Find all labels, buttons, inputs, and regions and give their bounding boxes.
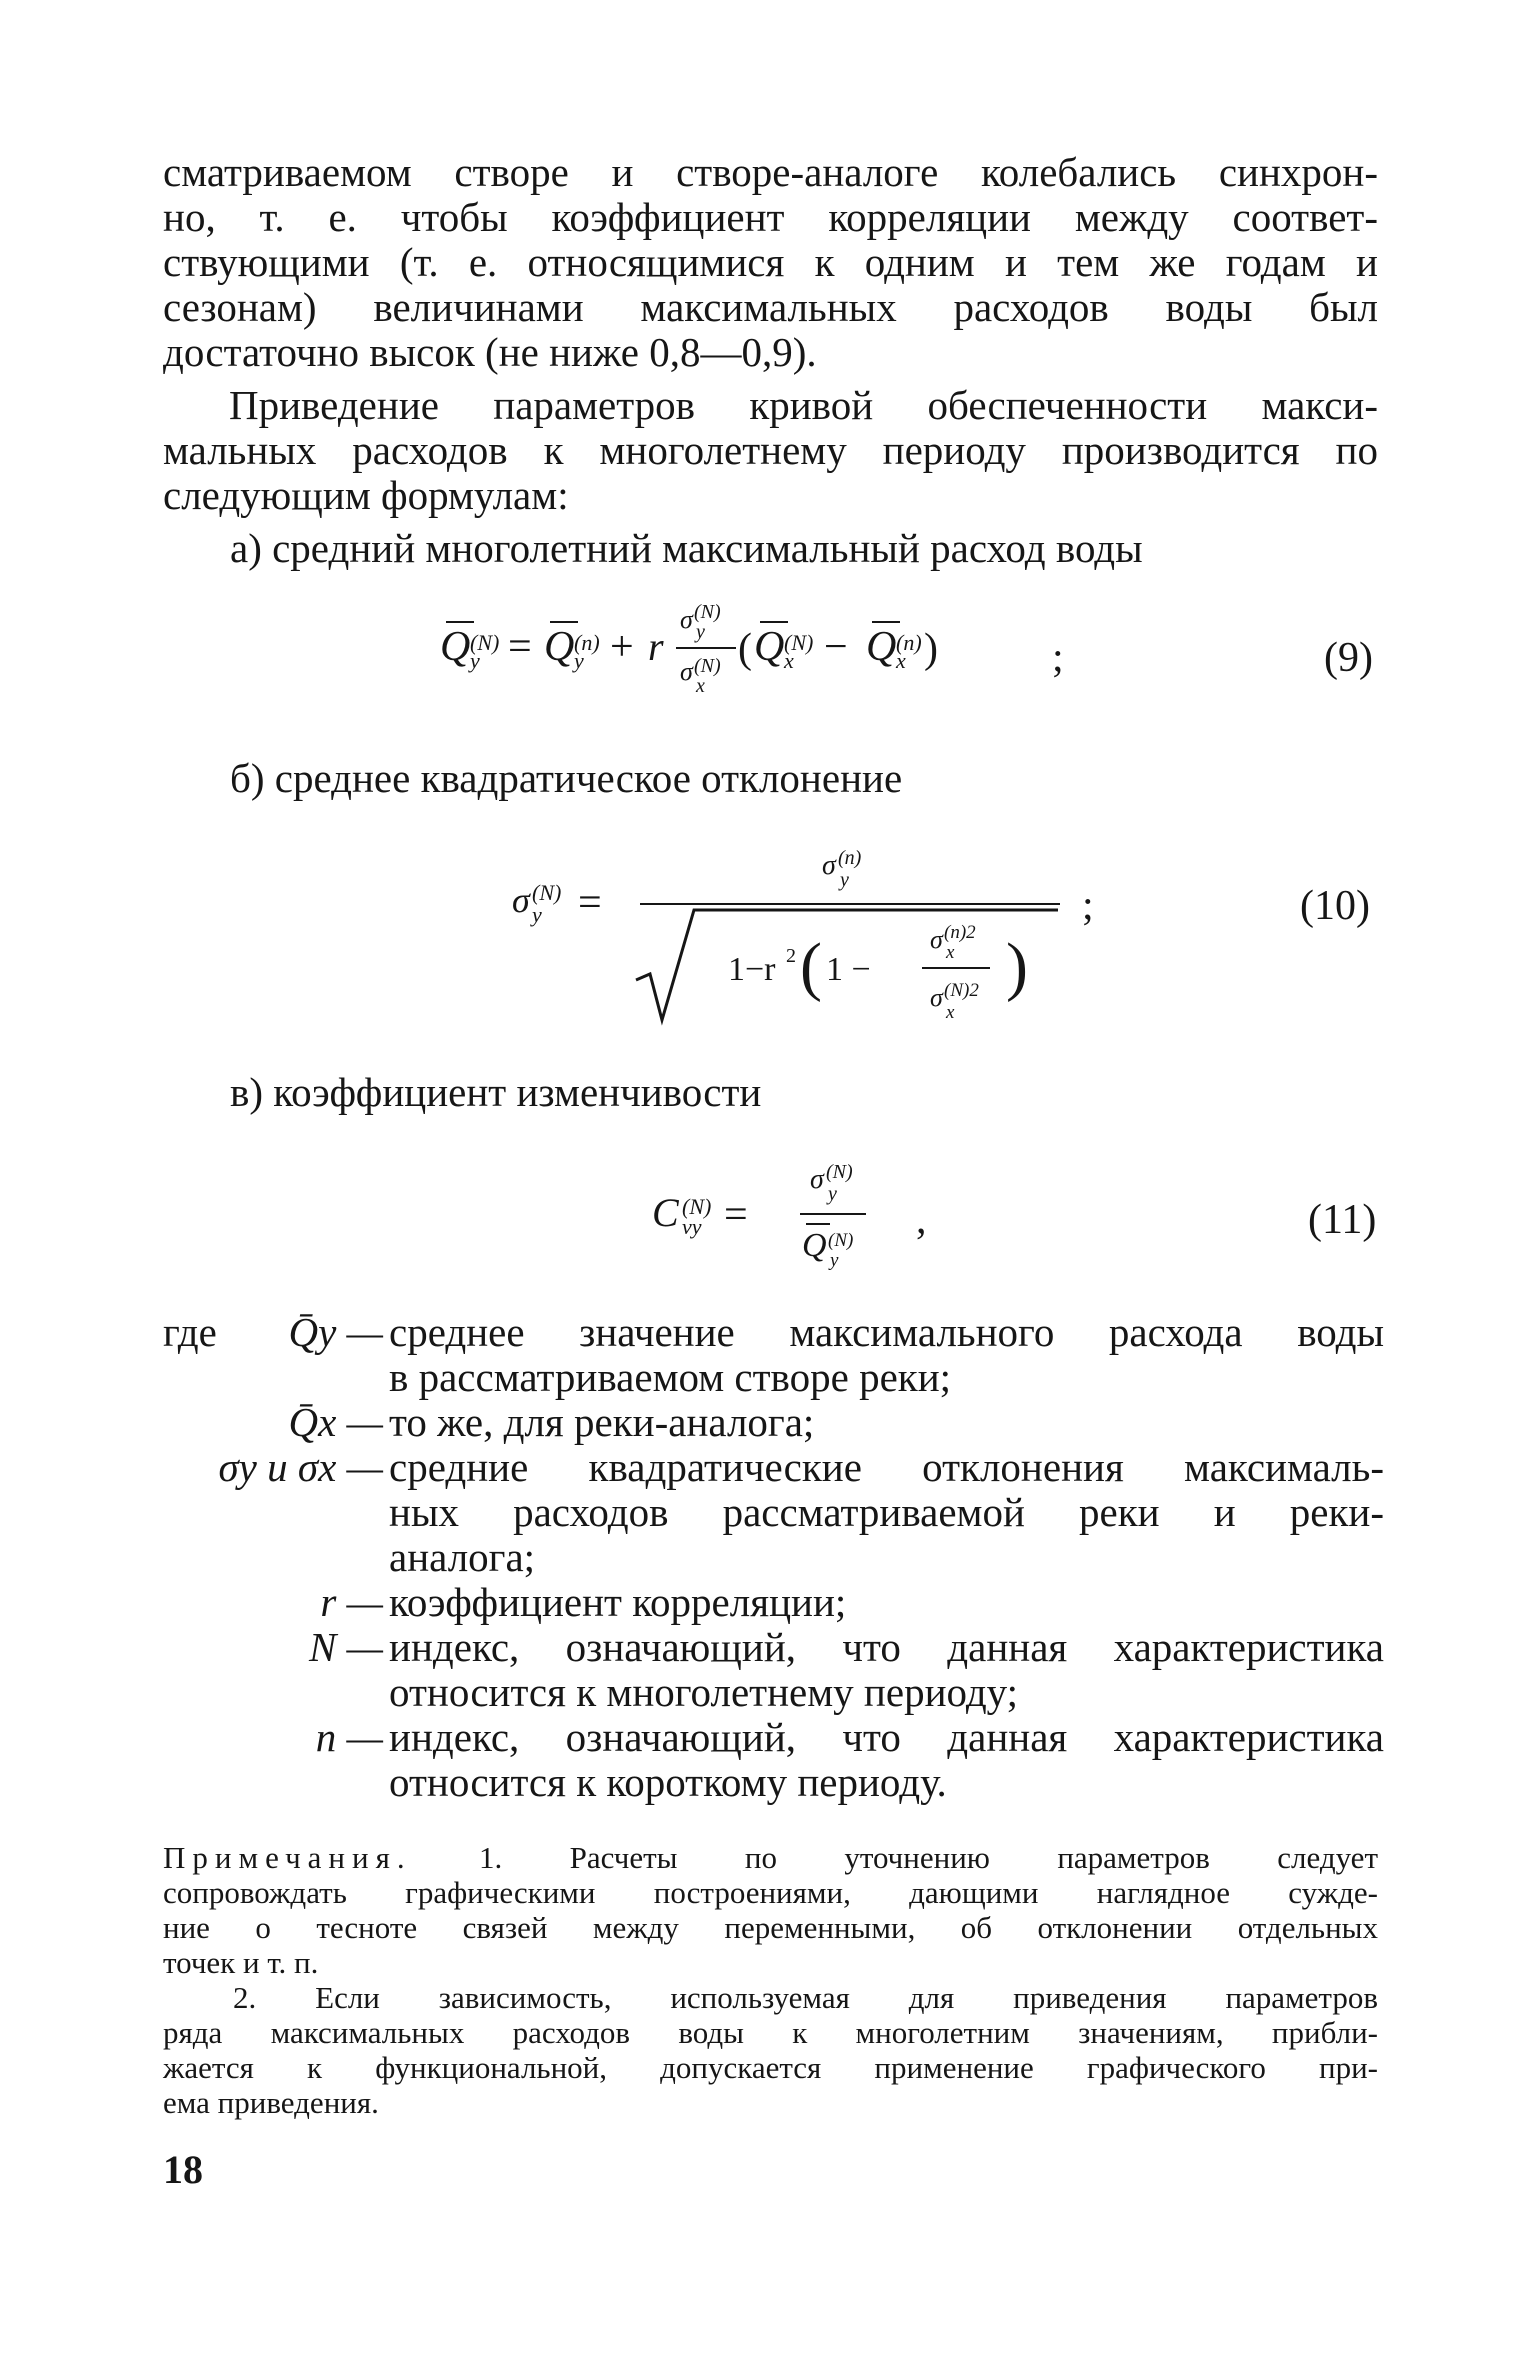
formula-9-tail: ;	[1052, 635, 1064, 681]
text-line: жается к функциональной, допускается применение графического при-	[163, 2050, 1378, 2085]
svg-text:(N)2: (N)2	[944, 980, 979, 1001]
note-1-first-line	[163, 1840, 1378, 1875]
definition-symbol: n —	[315, 1714, 383, 1760]
formula-11-number: (11)	[1308, 1197, 1377, 1243]
definition-text	[389, 1580, 1384, 1625]
svg-text:=: =	[724, 1192, 748, 1238]
item-v-label: в) коэффициент изменчивости	[230, 1069, 762, 1115]
svg-text:y: y	[696, 621, 705, 643]
svg-text:Q: Q	[866, 624, 897, 670]
notes-label: Примечания.	[163, 1840, 412, 1875]
svg-text:σ: σ	[680, 657, 693, 686]
svg-text:vy: vy	[682, 1214, 702, 1239]
svg-text:1−r: 1−r	[728, 951, 776, 988]
svg-text:(: (	[738, 626, 752, 672]
definition-symbol: σy и σx —	[218, 1444, 383, 1490]
svg-text:Q: Q	[802, 1227, 827, 1264]
svg-text:y: y	[830, 1250, 839, 1271]
svg-text:x: x	[696, 675, 705, 697]
svg-text:−: −	[824, 624, 848, 670]
text-line: коэффициент корреляции;	[389, 1579, 847, 1625]
svg-text:r: r	[648, 624, 664, 669]
svg-text:Q: Q	[544, 624, 575, 670]
formula-9-number: (9)	[1324, 635, 1373, 681]
svg-text:y: y	[470, 648, 480, 673]
text-line: Приведение параметров кривой обеспеченности макси-	[229, 382, 1378, 428]
svg-text:(N): (N)	[826, 1161, 853, 1183]
svg-text:y: y	[828, 1183, 837, 1205]
svg-text:1 −: 1 −	[826, 951, 871, 988]
text-line: индекс, означающий, что данная характеристика	[389, 1624, 1384, 1670]
definition-symbol: N —	[308, 1624, 383, 1670]
text-line: ствующими (т. е. относящимися к одним и тем же годам и	[163, 239, 1378, 285]
svg-text:(N): (N)	[694, 655, 721, 677]
svg-text:Q: Q	[440, 624, 471, 670]
text-line: 1. Расчеты по уточнению параметров следует	[479, 1840, 1378, 1875]
svg-text:(n)2: (n)2	[944, 922, 976, 943]
text-line: мальных расходов к многолетнему периоду производится по	[163, 427, 1378, 473]
text-line: то же, для реки-аналога;	[389, 1399, 815, 1445]
text-line: ема приведения.	[163, 2085, 379, 2120]
svg-text:=: =	[578, 880, 602, 926]
item-a-label: а) средний многолетний максимальный расход воды	[230, 525, 1143, 571]
text-line: следующим формулам:	[163, 472, 569, 518]
text-line: относится к короткому периоду.	[389, 1759, 947, 1805]
svg-text:): )	[1006, 930, 1028, 1003]
svg-text:=: =	[508, 624, 532, 670]
formula-10-tail: ;	[1082, 883, 1094, 929]
svg-text:y: y	[532, 902, 542, 927]
svg-text:y: y	[574, 648, 584, 673]
text-line: относится к многолетнему периоду;	[389, 1669, 1019, 1715]
definition-text	[389, 1400, 1384, 1445]
formula-10	[500, 830, 1120, 1045]
definition-row	[163, 1310, 1383, 1400]
paragraph-1	[163, 150, 1378, 375]
svg-text:σ: σ	[930, 925, 943, 954]
text-line: среднее значение максимального расхода воды	[389, 1309, 1384, 1355]
definition-symbol: Q̄y —	[288, 1309, 383, 1355]
text-line: ние о тесноте связей между переменными, об отклонении отдельных	[163, 1910, 1378, 1945]
text-line: ных расходов рассматриваемой реки и реки-	[389, 1489, 1384, 1535]
svg-text:(: (	[800, 930, 822, 1003]
definition-text	[389, 1310, 1384, 1400]
svg-text:(n): (n)	[574, 630, 600, 655]
svg-text:(n): (n)	[838, 847, 862, 869]
text-line: аналога;	[389, 1534, 536, 1580]
svg-text:(N): (N)	[682, 1194, 712, 1219]
svg-text:C: C	[652, 1190, 679, 1235]
svg-text:(N): (N)	[694, 601, 721, 623]
text-line: 2. Если зависимость, используемая для приведения параметров	[233, 1980, 1378, 2015]
svg-text:σ: σ	[822, 850, 836, 881]
text-line: средние квадратические отклонения максималь-	[389, 1444, 1384, 1490]
definition-row	[163, 1445, 1383, 1580]
definition-text	[389, 1625, 1384, 1715]
notes-section	[163, 1840, 1378, 2120]
definition-symbol: Q̄x —	[288, 1399, 383, 1445]
definition-symbol: r —	[320, 1579, 383, 1625]
text-line: ряда максимальных расходов воды к многолетним значениям, прибли-	[163, 2015, 1378, 2050]
formula-9	[440, 588, 1120, 733]
svg-text:σ: σ	[680, 605, 693, 634]
text-line: индекс, означающий, что данная характеристика	[389, 1714, 1384, 1760]
text-line: точек и т. п.	[163, 1945, 319, 1980]
svg-text:+: +	[610, 624, 634, 670]
svg-text:(N): (N)	[784, 630, 814, 655]
svg-text:(N): (N)	[470, 630, 500, 655]
svg-text:y: y	[840, 869, 849, 891]
page-number: 18	[163, 2147, 203, 2192]
item-b-label: б) среднее квадратическое отклонение	[230, 755, 903, 801]
svg-text:Q: Q	[754, 624, 785, 670]
definition-row	[163, 1625, 1383, 1715]
svg-text:x: x	[946, 1002, 955, 1023]
definition-text	[389, 1445, 1384, 1580]
svg-text:x: x	[896, 648, 906, 673]
definitions-list	[163, 1310, 1383, 1805]
definition-row	[163, 1580, 1383, 1625]
definition-row	[163, 1400, 1383, 1445]
svg-text:): )	[924, 626, 938, 672]
definition-text	[389, 1715, 1384, 1805]
where-label: где	[163, 1309, 217, 1355]
svg-text:σ: σ	[930, 983, 943, 1012]
text-line: сезонам) величинами максимальных расходов воды был	[163, 284, 1378, 330]
formula-10-number: (10)	[1300, 883, 1370, 929]
text-line: но, т. е. чтобы коэффициент корреляции между соответ-	[163, 194, 1378, 240]
svg-text:(N): (N)	[828, 1230, 854, 1251]
text-line: сматриваемом створе и створе-аналоге колебались синхрон-	[163, 149, 1378, 195]
paragraph-2	[163, 383, 1378, 518]
formula-11-tail: ,	[916, 1197, 927, 1243]
svg-text:x: x	[946, 942, 955, 963]
svg-text:2: 2	[786, 945, 796, 967]
svg-text:(N): (N)	[532, 880, 562, 905]
svg-text:x: x	[784, 648, 794, 673]
svg-text:σ: σ	[810, 1164, 824, 1195]
text-line: в рассматриваемом створе реки;	[389, 1354, 952, 1400]
definition-row	[163, 1715, 1383, 1805]
text-line: достаточно высок (не ниже 0,8—0,9).	[163, 329, 817, 375]
formula-11	[652, 1148, 922, 1293]
svg-text:(n): (n)	[896, 630, 922, 655]
text-line: сопровождать графическими построениями, дающими наглядное сужде-	[163, 1875, 1378, 1910]
svg-text:σ: σ	[512, 880, 530, 920]
